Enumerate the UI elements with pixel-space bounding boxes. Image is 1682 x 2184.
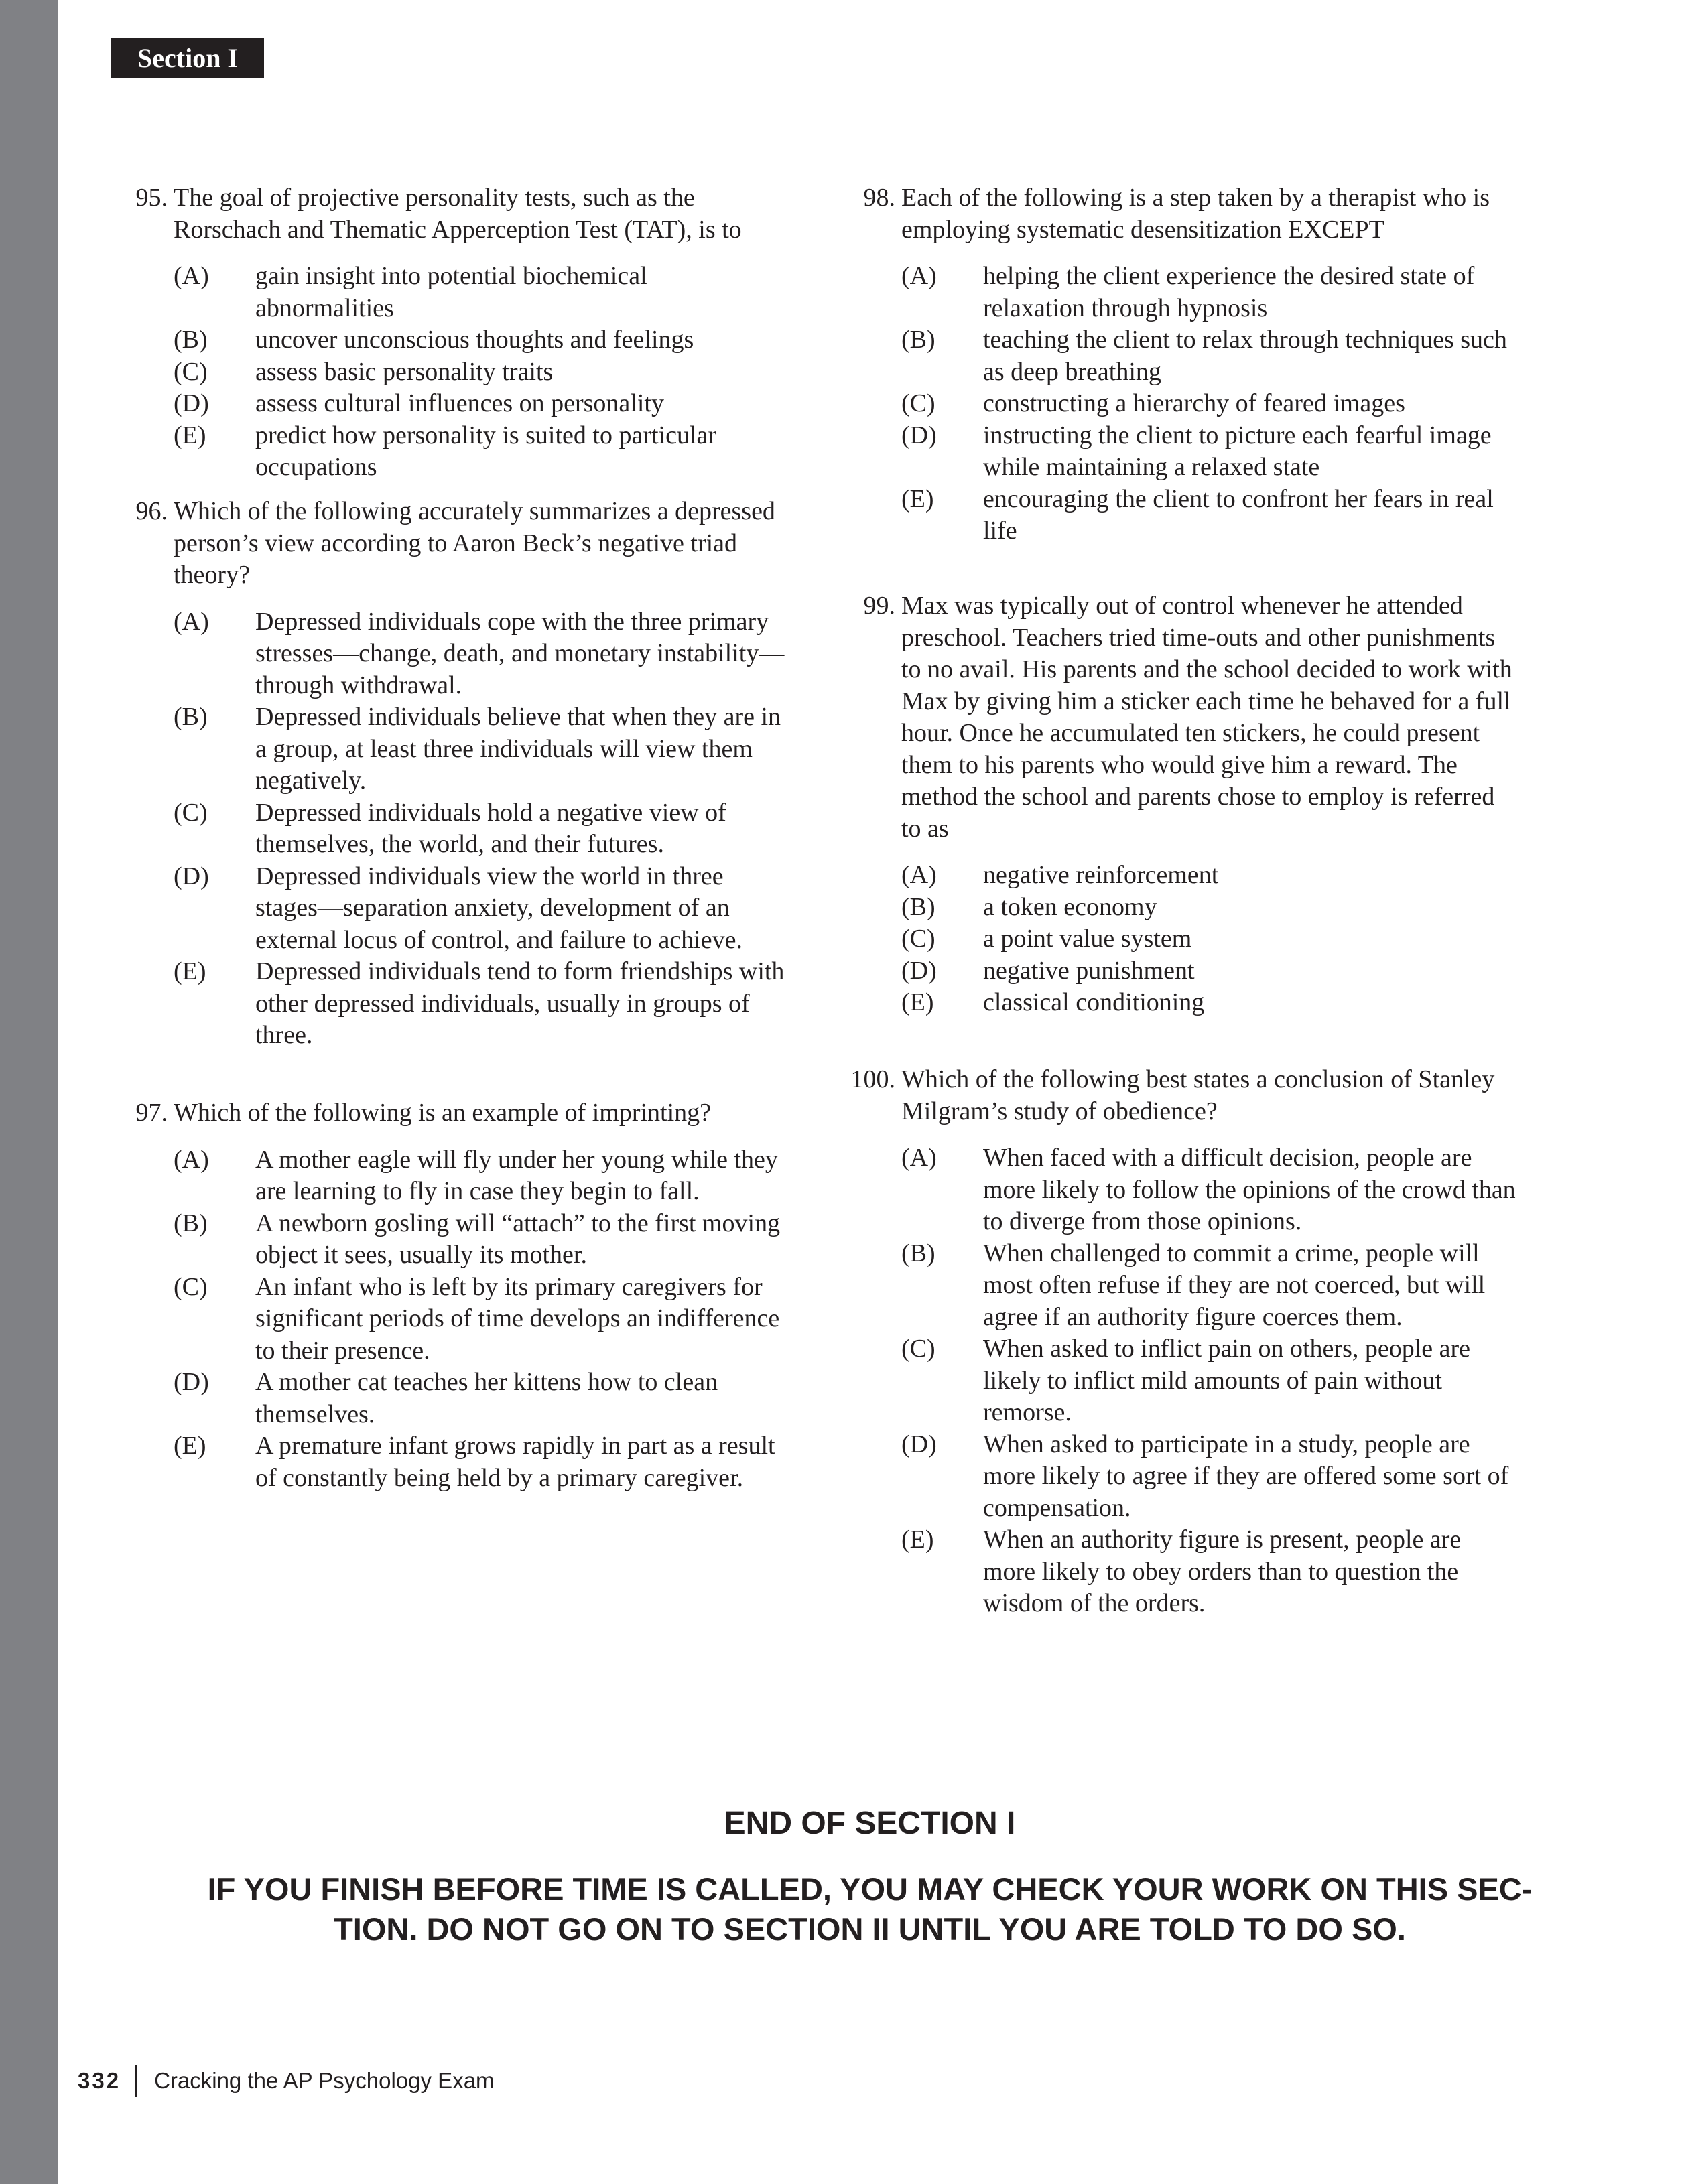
choice-text: uncover unconscious thoughts and feelings: [255, 326, 694, 354]
question-96: [121, 496, 791, 1052]
answer-choice: [174, 956, 791, 1052]
answer-choice: [174, 606, 791, 702]
instructions-line-2: TION. DO NOT GO ON TO SECTION II UNTIL YOU ARE TOLD TO DO SO.: [334, 1911, 1406, 1947]
answer-choice: [174, 1208, 791, 1272]
answer-choice: [174, 1367, 791, 1430]
question-number: 100.: [850, 1065, 895, 1093]
choice-text: Depressed individuals tend to form friendships with other depressed individuals, usually in groups of three.: [255, 957, 785, 1049]
choice-text: A newborn gosling will “attach” to the first moving object it sees, usually its mother.: [255, 1209, 781, 1269]
question-stem: Max was typically out of control whenever he attended preschool. Teachers tried time-outs and other punishments to no avail. His parents and the school decided to work with Max by giving him a sticker each time he behaved for a full hour. Once he accumulated ten stickers, he could present them to his parents who would give him a reward. The method the school and parents chose to employ is referred to as: [901, 592, 1512, 843]
choice-label: (C): [901, 925, 935, 953]
choice-text: When asked to participate in a study, people are more likely to agree if they are offered some sort of compensation.: [983, 1430, 1509, 1522]
answer-choice: [901, 484, 1518, 547]
question-number: 99.: [863, 592, 895, 620]
question-95: [121, 182, 791, 484]
answer-choices: [901, 860, 1518, 1019]
question-100: [848, 1064, 1518, 1620]
answer-choice: [174, 861, 791, 957]
answer-choice: [901, 420, 1518, 484]
question-stem: Which of the following accurately summarizes a depressed person’s view according to Aaron Beck’s negative triad theory?: [174, 497, 775, 589]
choice-text: A mother cat teaches her kittens how to clean themselves.: [255, 1368, 718, 1428]
answer-choices: [901, 1142, 1518, 1620]
page-number: 332: [78, 2068, 121, 2093]
answer-choice: [901, 261, 1518, 324]
answer-choice: [901, 1238, 1518, 1334]
question-stem: Which of the following best states a conclusion of Stanley Milgram’s study of obedience?: [901, 1065, 1495, 1125]
answer-choice: [174, 1430, 791, 1494]
question-99: [848, 590, 1518, 1019]
question-number: 95.: [135, 184, 168, 212]
choice-text: a token economy: [983, 892, 1157, 921]
choice-text: teaching the client to relax through techniques such as deep breathing: [983, 326, 1507, 386]
choice-text: gain insight into potential biochemical abnormalities: [255, 262, 647, 322]
choice-text: helping the client experience the desired state of relaxation through hypnosis: [983, 262, 1475, 322]
choice-label: (E): [901, 1525, 934, 1554]
choice-label: (C): [901, 389, 935, 417]
choice-label: (B): [901, 892, 935, 921]
page-edge-bar: [0, 0, 58, 2184]
answer-choice: [901, 1333, 1518, 1429]
answer-choice: [174, 1272, 791, 1367]
choice-text: When an authority figure is present, people are more likely to obey orders than to question the wisdom of the orders.: [983, 1525, 1462, 1617]
choice-label: (D): [901, 421, 937, 450]
book-title: Cracking the AP Psychology Exam: [154, 2068, 495, 2093]
choice-label: (D): [174, 389, 209, 417]
choice-label: (D): [174, 1368, 209, 1396]
answer-choice: [901, 923, 1518, 955]
answer-choices: [174, 261, 791, 484]
choice-text: negative reinforcement: [983, 861, 1219, 889]
answer-choice: [174, 388, 791, 420]
answer-choice: [901, 955, 1518, 987]
question-stem: Each of the following is a step taken by a therapist who is employing systematic desensitization EXCEPT: [901, 184, 1490, 244]
answer-choice: [901, 1524, 1518, 1620]
instructions-line-1: IF YOU FINISH BEFORE TIME IS CALLED, YOU MAY CHECK YOUR WORK ON THIS SEC-: [207, 1871, 1533, 1907]
choice-text: encouraging the client to confront her fears in real life: [983, 484, 1494, 545]
choice-label: (E): [901, 484, 934, 513]
choice-label: (B): [901, 1239, 935, 1268]
answer-choice: [174, 261, 791, 324]
choice-label: (B): [174, 703, 208, 731]
answer-choices: [174, 1144, 791, 1495]
choice-text: Depressed individuals cope with the three primary stresses—change, death, and monetary instability—through withdrawal.: [255, 607, 785, 699]
choice-label: (A): [901, 262, 937, 290]
choice-text: instructing the client to picture each fearful image while maintaining a relaxed state: [983, 421, 1492, 481]
choice-label: (D): [174, 862, 209, 890]
answer-choice: [901, 324, 1518, 388]
choice-label: (A): [901, 861, 937, 889]
answer-choice: [901, 388, 1518, 420]
choice-text: classical conditioning: [983, 988, 1205, 1016]
answer-choice: [901, 860, 1518, 892]
choice-text: A premature infant grows rapidly in part as a result of constantly being held by a primary caregiver.: [255, 1432, 775, 1492]
choice-label: (D): [901, 956, 937, 985]
choice-text: negative punishment: [983, 956, 1195, 985]
choice-text: When asked to inflict pain on others, people are likely to inflict mild amounts of pain without remorse.: [983, 1335, 1471, 1426]
question-stem: Which of the following is an example of imprinting?: [174, 1099, 712, 1127]
choice-label: (E): [901, 988, 934, 1016]
choice-label: (A): [174, 607, 209, 636]
choice-label: (C): [174, 357, 208, 386]
footer-divider: [135, 2065, 137, 2097]
choice-label: (C): [174, 798, 208, 827]
choice-label: (A): [174, 1145, 209, 1174]
page-footer: [78, 2065, 495, 2097]
choice-label: (C): [174, 1272, 208, 1301]
choice-text: Depressed individuals believe that when they are in a group, at least three individuals will view them negatively.: [255, 703, 781, 795]
choice-text: Depressed individuals view the world in three stages—separation anxiety, development of an external locus of control, and failure to achieve.: [255, 862, 742, 954]
choice-text: A mother eagle will fly under her young while they are learning to fly in case they begin to fall.: [255, 1145, 778, 1205]
choice-label: (E): [174, 1432, 206, 1460]
question-stem: The goal of projective personality tests, such as the Rorschach and Thematic Apperception Test (TAT), is to: [174, 184, 742, 244]
question-97: [121, 1097, 791, 1494]
question-98: [848, 182, 1518, 547]
answer-choice: [901, 1142, 1518, 1238]
choice-text: An infant who is left by its primary caregivers for significant periods of time develops an indifference to their presence.: [255, 1272, 780, 1365]
choice-text: assess basic personality traits: [255, 357, 554, 386]
answer-choice: [174, 1144, 791, 1208]
answer-choice: [174, 420, 791, 484]
choice-label: (C): [901, 1335, 935, 1363]
section-label: Section I: [111, 38, 264, 78]
question-number: 97.: [135, 1099, 168, 1127]
choice-label: (B): [174, 1209, 208, 1237]
answer-choice: [901, 892, 1518, 924]
choice-text: When challenged to commit a crime, people will most often refuse if they are not coerced, but will agree if an authority figure coerces them.: [983, 1239, 1486, 1331]
choice-text: a point value system: [983, 925, 1192, 953]
question-number: 96.: [135, 497, 168, 525]
choice-label: (A): [174, 262, 209, 290]
answer-choices: [901, 261, 1518, 547]
answer-choice: [174, 701, 791, 797]
answer-choice: [174, 356, 791, 389]
end-of-section-heading: END OF SECTION I: [724, 1805, 1016, 1841]
question-number: 98.: [863, 184, 895, 212]
choice-text: When faced with a difficult decision, people are more likely to follow the opinions of the crowd than to diverge from those opinions.: [983, 1144, 1516, 1235]
end-of-section-instructions: [58, 1869, 1682, 1950]
answer-choice: [174, 797, 791, 861]
choice-label: (E): [174, 421, 206, 450]
choice-text: assess cultural influences on personality: [255, 389, 664, 417]
choice-label: (B): [174, 326, 208, 354]
choice-text: Depressed individuals hold a negative view of themselves, the world, and their futures.: [255, 798, 726, 858]
answer-choice: [901, 987, 1518, 1019]
answer-choices: [174, 606, 791, 1052]
choice-label: (E): [174, 957, 206, 985]
choice-text: predict how personality is suited to particular occupations: [255, 421, 717, 481]
choice-label: (D): [901, 1430, 937, 1458]
answer-choice: [901, 1429, 1518, 1525]
choice-label: (A): [901, 1144, 937, 1172]
answer-choice: [174, 324, 791, 356]
choice-label: (B): [901, 326, 935, 354]
choice-text: constructing a hierarchy of feared images: [983, 389, 1405, 417]
